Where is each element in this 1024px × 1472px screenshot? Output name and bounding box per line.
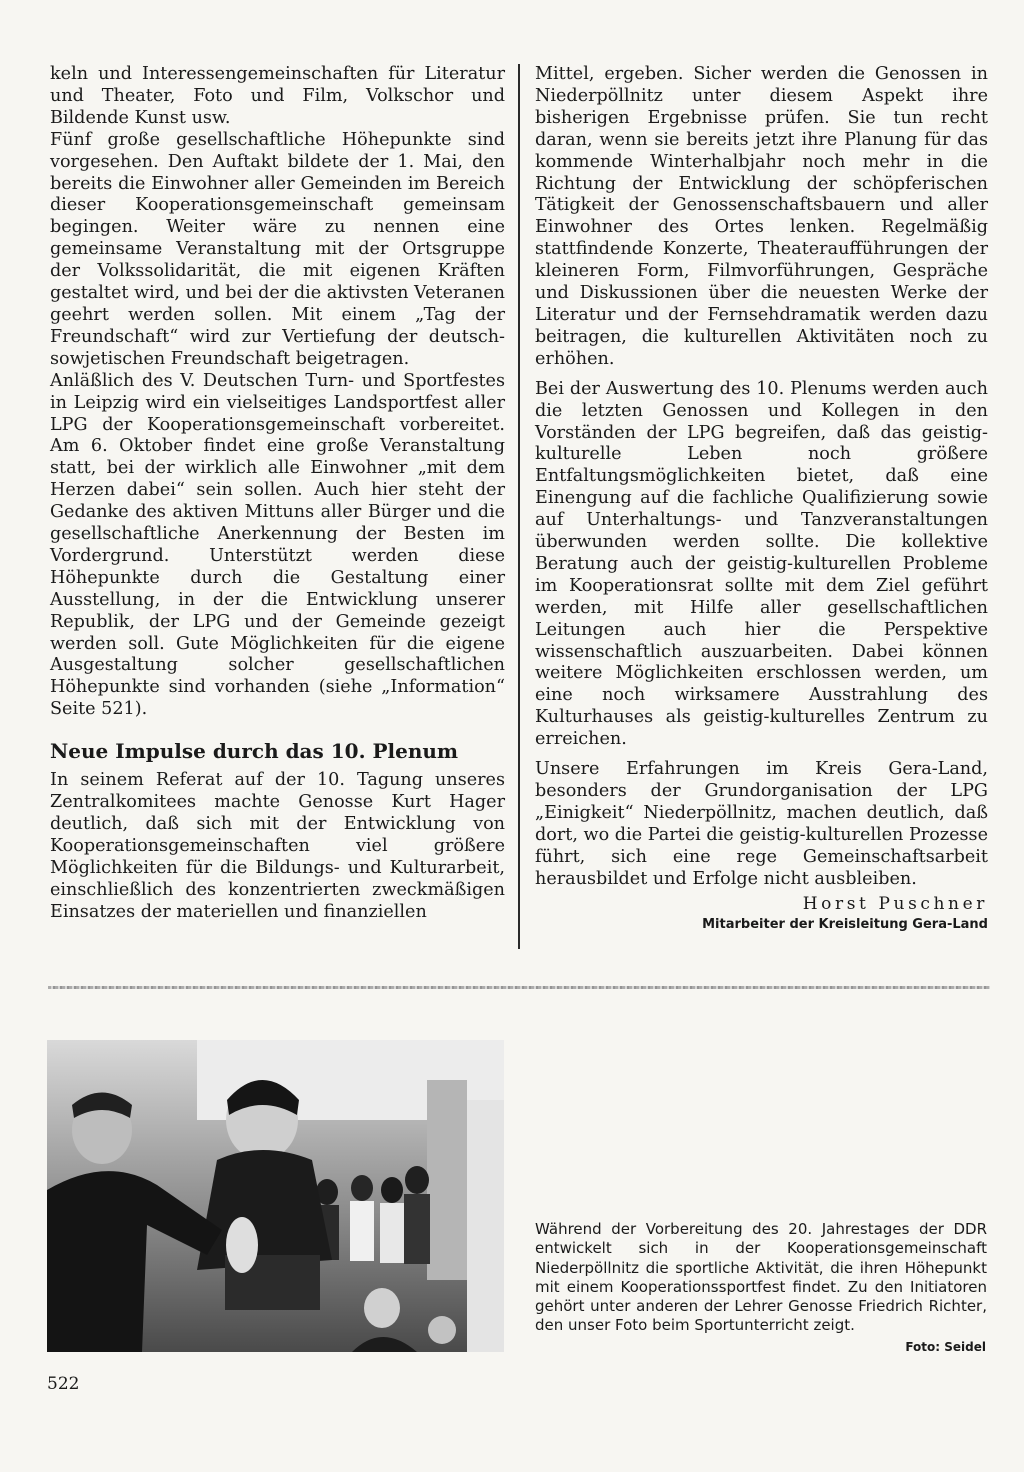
- left-paragraph-2: Fünf große gesellschaftliche Höhepunkte sind vorgesehen. Den Auftakt bildete der 1. Mai, den bereits die Einwohner aller Gemeinden im Bereich dieser Kooperationsgemeinschaft gemeinsam begingen. Weiter wäre zu nennen eine gemeinsame Veranstaltung mit der Ortsgruppe der Volkssolidarität, die mit eigenen Kräften gestaltet wird, und bei der die aktivsten Veteranen geehrt werden sollen. Mit einem „Tag der Freundschaft“ wird zur Vertiefung der deutsch-sowjetischen Freundschaft beigetragen.: [50, 129, 505, 369]
- column-divider: [518, 64, 520, 949]
- photo-credit: Foto: Seidel: [905, 1340, 986, 1354]
- right-column: [535, 64, 988, 932]
- left-paragraph-3: Anläßlich des V. Deutschen Turn- und Sportfestes in Leipzig wird ein vielseitiges Landsportfest aller LPG der Kooperationsgemeinschaft vorbereitet. Am 6. Oktober findet eine große Veranstaltung statt, bei der wirklich alle Einwohner „mit dem Herzen dabei“ sein sollen. Auch hier steht der Gedanke des aktiven Mittuns aller Bürger und die gesellschaftliche Anerkennung der Besten im Vordergrund. Unterstützt werden diese Höhepunkte durch die Gestaltung einer Ausstellung, in der die Entwicklung unserer Republik, der LPG und der Gemeinde gezeigt werden soll. Gute Möglichkeiten für die eigene Ausgestaltung solcher gesellschaftlichen Höhepunkte sind vorhanden (siehe „Information“ Seite 521).: [50, 370, 505, 720]
- left-paragraph-4: In seinem Referat auf der 10. Tagung unseres Zentralkomitees machte Genosse Kurt Hager deutlich, daß sich mit der Entwicklung von Kooperationsgemeinschaften viel größere Möglichkeiten für die Bildungs- und Kulturarbeit, einschließlich des konzentrierten zweckmäßigen Einsatzes der materiellen und finanziellen: [50, 770, 505, 922]
- gymnastics-photo: [47, 1040, 504, 1352]
- author-signature: Horst Puschner: [802, 893, 988, 914]
- left-column: [50, 64, 505, 924]
- section-separator: [48, 986, 990, 989]
- right-paragraph-3: Unsere Erfahrungen im Kreis Gera-Land, besonders der Grundorganisation der LPG „Einigkeit“ Niederpöllnitz, machen deutlich, daß dort, wo die Partei die geistig-kulturellen Prozesse führt, sich eine rege Gemeinschaftsarbeit herausbildet und Erfolge nicht ausbleiben.: [535, 759, 988, 889]
- right-paragraph-2: Bei der Auswertung des 10. Plenums werden auch die letzten Genossen und Kollegen in den Vorständen der LPG begreifen, daß das geistig-kulturelle Leben noch größere Entfaltungsmöglichkeiten bietet, daß eine Einengung auf die fachliche Qualifizierung sowie auf Unterhaltungs- und Tanzveranstaltungen überwunden werden sollte. Die kollektive Beratung auch der geistig-kulturellen Probleme im Kooperationsrat sollte mit dem Ziel geführt werden, mit Hilfe aller gesellschaftlichen Leitungen auch hier die Perspektive wissenschaftlich auszuarbeiten. Dabei können weitere Möglichkeiten erschlossen werden, um eine noch wirksamere Ausstrahlung des Kulturhauses als geistig-kulturelles Zentrum zu erreichen.: [535, 378, 988, 750]
- left-paragraph-1: keln und Interessengemeinschaften für Literatur und Theater, Foto und Film, Volkschor und Bildende Kunst usw.: [50, 64, 505, 128]
- photo-illustration: [47, 1040, 504, 1352]
- right-paragraph-1: Mittel, ergeben. Sicher werden die Genossen in Niederpöllnitz unter diesem Aspekt ihre bisherigen Ergebnisse prüfen. Sie tun recht daran, wenn sie bereits jetzt ihre Planung für das kommende Winterhalbjahr noch mehr in die Richtung der Entwicklung der schöpferischen Tätigkeit der Genossenschaftsbauern und aller Einwohner des Ortes lenken. Regelmäßig stattfindende Konzerte, Theateraufführungen der kleineren Form, Filmvorführungen, Gespräche und Diskussionen über die neuesten Werke der Literatur und der Fernsehdramatik werden dazu beitragen, die kulturellen Aktivitäten noch zu erhöhen.: [535, 64, 988, 369]
- photo-caption: Während der Vorbereitung des 20. Jahrestages der DDR entwickelt sich in der Kooperationsgemeinschaft Niederpöllnitz die sportliche Aktivität, die ihren Höhepunkt mit einem Kooperationssportfest findet. Zu den Initiatoren gehört unter anderen der Lehrer Genosse Friedrich Richter, den unser Foto beim Sportunterricht zeigt.: [535, 1220, 987, 1335]
- author-affiliation: Mitarbeiter der Kreisleitung Gera-Land: [702, 916, 988, 932]
- section-heading: Neue Impulse durch das 10. Plenum: [50, 739, 459, 764]
- page-number: 522: [47, 1374, 80, 1394]
